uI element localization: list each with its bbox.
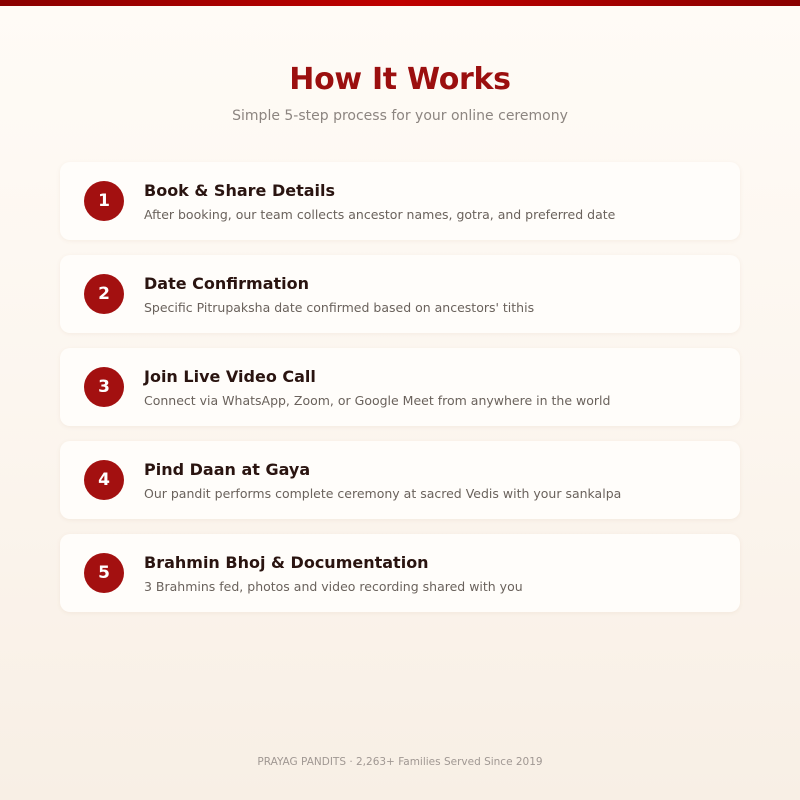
step-number-badge: 1 <box>84 181 124 221</box>
step-card-4 <box>60 441 740 519</box>
step-card-1 <box>60 162 740 240</box>
steps-list <box>60 162 740 627</box>
step-title: Book & Share Details <box>144 181 336 200</box>
step-card-5 <box>60 534 740 612</box>
page-title: How It Works <box>289 62 511 97</box>
step-description: Our pandit performs complete ceremony at sacred Vedis with your sankalpa <box>144 486 622 501</box>
top-accent-bar <box>0 0 800 6</box>
page-subtitle: Simple 5-step process for your online ceremony <box>232 108 568 124</box>
step-number-badge: 3 <box>84 367 124 407</box>
step-description: Specific Pitrupaksha date confirmed based on ancestors' tithis <box>144 300 535 315</box>
step-title: Pind Daan at Gaya <box>144 460 311 479</box>
step-description: 3 Brahmins fed, photos and video recording shared with you <box>144 579 523 594</box>
step-title: Date Confirmation <box>144 274 310 293</box>
footer-text: PRAYAG PANDITS · 2,263+ Families Served Since 2019 <box>257 756 543 768</box>
step-description: Connect via WhatsApp, Zoom, or Google Meet from anywhere in the world <box>144 393 611 408</box>
step-description: After booking, our team collects ancestor names, gotra, and preferred date <box>144 207 616 222</box>
step-card-3 <box>60 348 740 426</box>
step-number-badge: 4 <box>84 460 124 500</box>
step-number-badge: 5 <box>84 553 124 593</box>
step-number-badge: 2 <box>84 274 124 314</box>
step-title: Brahmin Bhoj & Documentation <box>144 553 429 572</box>
step-title: Join Live Video Call <box>144 367 316 386</box>
step-card-2 <box>60 255 740 333</box>
